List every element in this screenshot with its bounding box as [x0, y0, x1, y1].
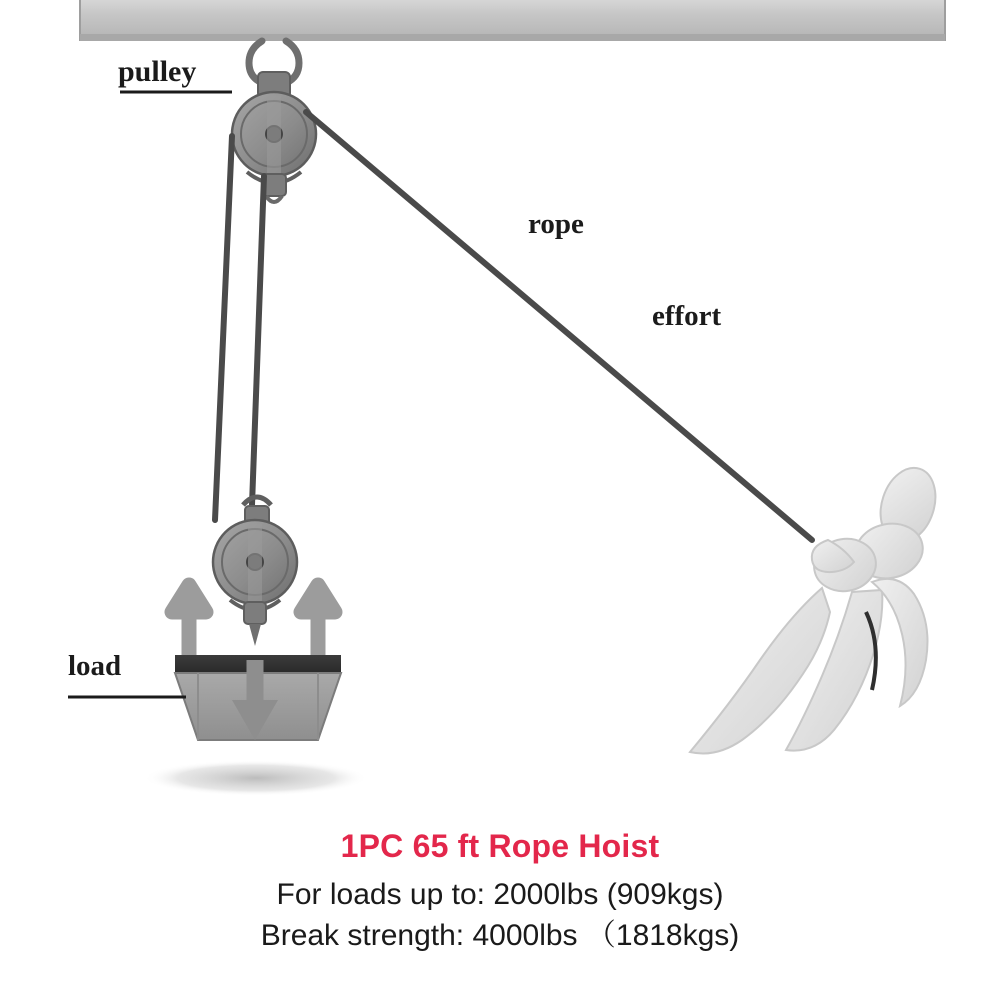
load-capacity-line: For loads up to: 2000lbs (909kgs): [276, 878, 724, 911]
rope-strands: [215, 112, 812, 540]
person-pulling-rope: [690, 461, 944, 754]
label-load: load: [68, 650, 122, 682]
movable-pulley: [213, 497, 297, 646]
label-rope: rope: [528, 208, 584, 240]
product-title: 1PC 65 ft Rope Hoist: [340, 828, 660, 864]
caption-block: [0, 828, 1000, 956]
break-strength-line: Break strength: 4000lbs （1818kgs): [260, 918, 740, 952]
ground-shadow: [144, 760, 368, 796]
ceiling-beam: [80, 0, 945, 41]
label-effort: effort: [652, 300, 722, 332]
label-pulley: pulley: [118, 55, 197, 88]
fixed-pulley: [232, 92, 316, 202]
fixed-pulley-hook: [249, 41, 299, 98]
